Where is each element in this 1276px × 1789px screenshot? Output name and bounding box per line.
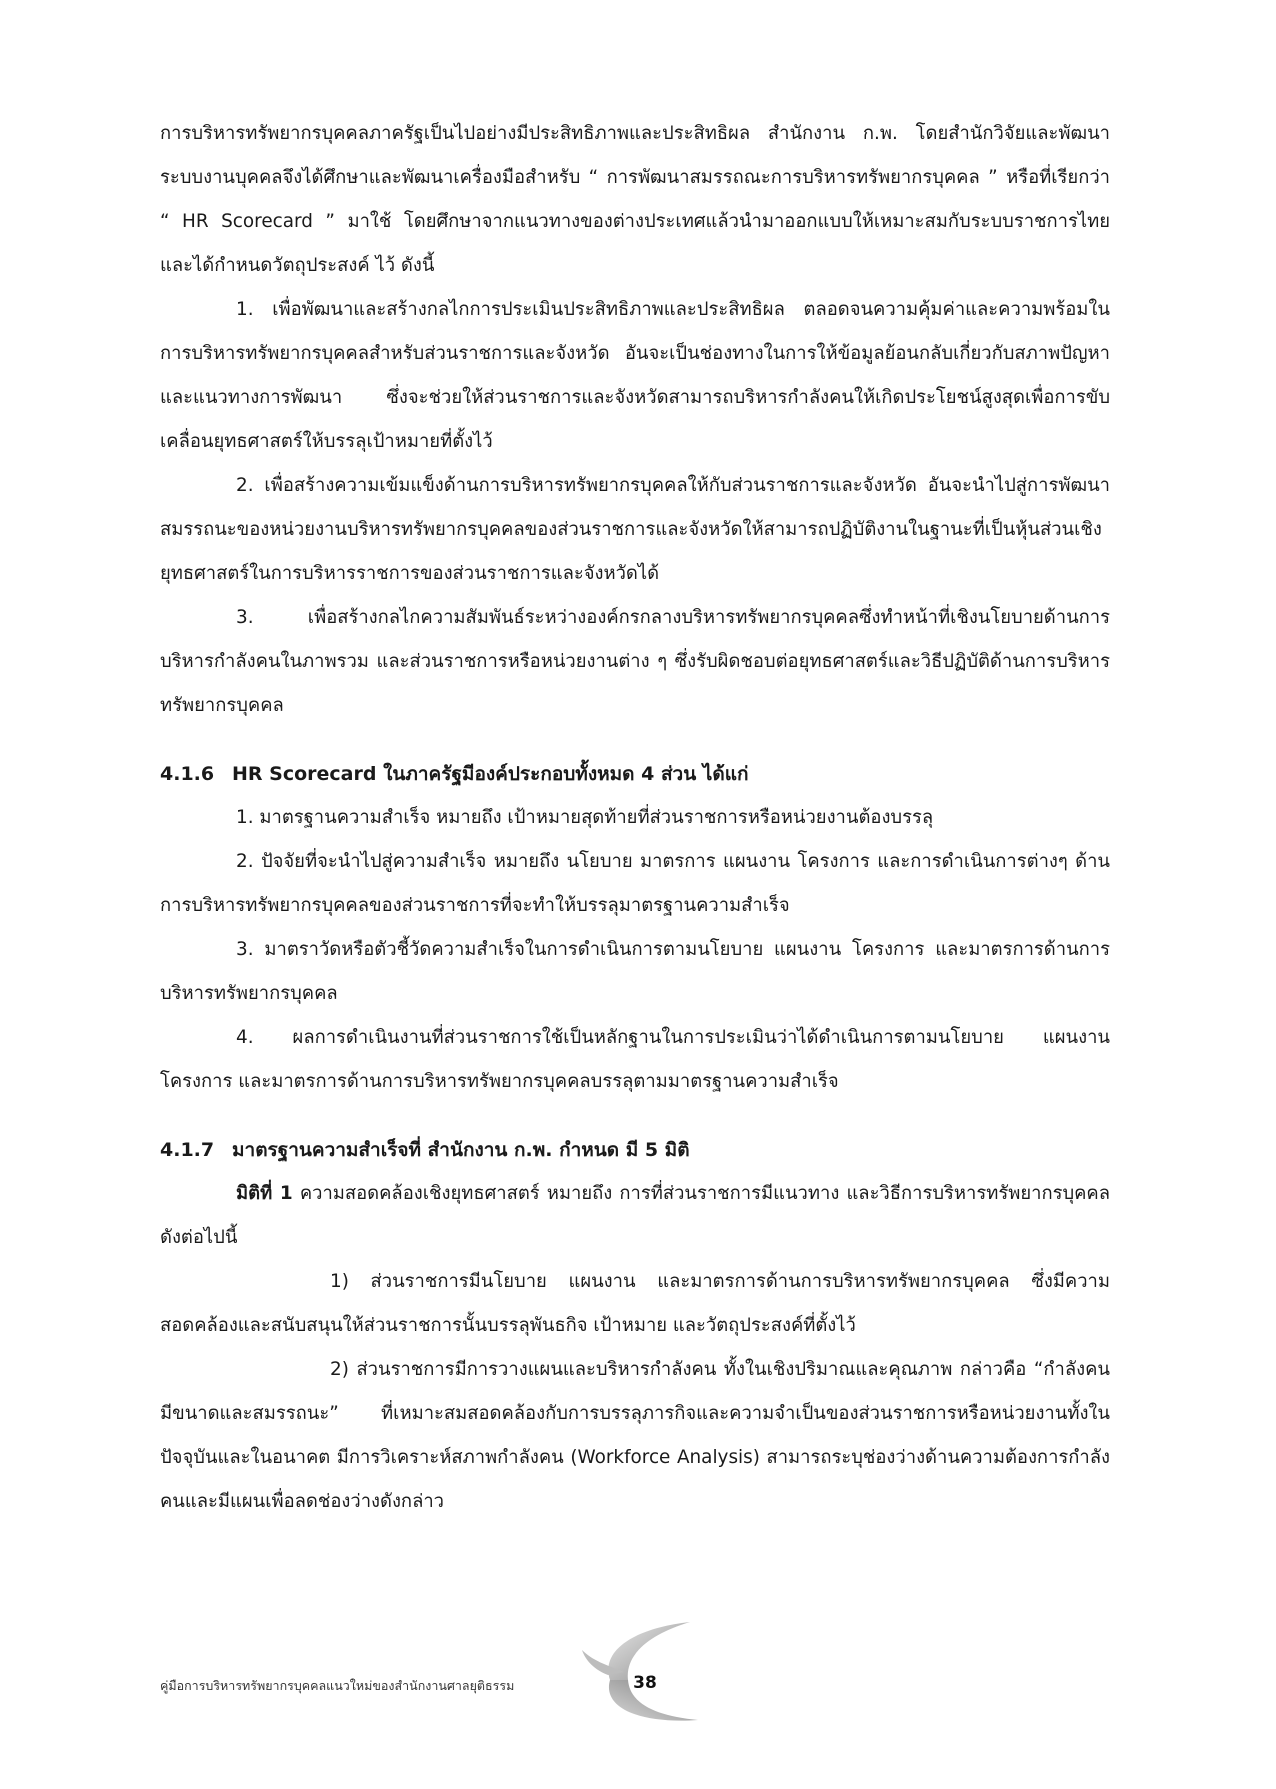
objective-item-1: 1. เพื่อพัฒนาและสร้างกลไกการประเมินประสิทธิภาพและประสิทธิผล ตลอดจนความคุ้มค่าและความพร้อมในการบริหารทรัพยากรบุคคลสำหรับส่วนราชการและจังหวัด อันจะเป็นช่องทางในการให้ข้อมูลย้อนกลับเกี่ยวกับสภาพปัญหาและแนวทางการพัฒนา ซึ่งจะช่วยให้ส่วนราชการและจังหวัดสามารถบริหารกำลังคนให้เกิดประโยชน์สูงสุดเพื่อการขับเคลื่อนยุทธศาสตร์ให้บรรลุเป้าหมายที่ตั้งไว้	[160, 299, 1110, 452]
document-body	[160, 112, 1110, 1524]
component-item-3: 3. มาตราวัดหรือตัวชี้วัดความสำเร็จในการดำเนินการตามนโยบาย แผนงาน โครงการ และมาตรการด้านการบริหารทรัพยากรบุคคล	[160, 939, 1110, 1004]
objective-item-2: 2. เพื่อสร้างความเข้มแข็งด้านการบริหารทรัพยากรบุคคลให้กับส่วนราชการและจังหวัด อันจะนำไปสู่การพัฒนาสมรรถนะของหน่วยงานบริหารทรัพยากรบุคคลของส่วนราชการและจังหวัดให้สามารถปฏิบัติงานในฐานะที่เป็นหุ้นส่วนเชิงยุทธศาสตร์ในการบริหารราชการของส่วนราชการและจังหวัดได้	[160, 475, 1110, 584]
page-footer	[160, 1620, 1110, 1730]
dimension-1-text: ความสอดคล้องเชิงยุทธศาสตร์ หมายถึง การที่ส่วนราชการมีแนวทาง และวิธีการบริหารทรัพยากรบุคคล ดังต่อไปนี้	[160, 1183, 1110, 1248]
component-item-4: 4. ผลการดำเนินงานที่ส่วนราชการใช้เป็นหลักฐานในการประเมินว่าได้ดำเนินการตามนโยบาย แผนงาน โครงการ และมาตรการด้านการบริหารทรัพยากรบุคคลบรรลุตามมาตรฐานความสำเร็จ	[160, 1027, 1110, 1092]
component-item-2: 2. ปัจจัยที่จะนำไปสู่ความสำเร็จ หมายถึง นโยบาย มาตรการ แผนงาน โครงการ และการดำเนินการต่างๆ ด้านการบริหารทรัพยากรบุคคลของส่วนราชการที่จะทำให้บรรลุมาตรฐานความสำเร็จ	[160, 851, 1110, 916]
objective-item-3: 3. เพื่อสร้างกลไกความสัมพันธ์ระหว่างองค์กรกลางบริหารทรัพยากรบุคคลซึ่งทำหน้าที่เชิงนโยบายด้านการบริหารกำลังคนในภาพรวม และส่วนราชการหรือหน่วยงานต่าง ๆ ซึ่งรับผิดชอบต่อยุทธศาสตร์และวิธีปฏิบัติด้านการบริหารทรัพยากรบุคคล	[160, 607, 1110, 716]
intro-paragraph: การบริหารทรัพยากรบุคคลภาครัฐเป็นไปอย่างมีประสิทธิภาพและประสิทธิผล สำนักงาน ก.พ. โดยสำนักวิจัยและพัฒนาระบบงานบุคคลจึงได้ศึกษาและพัฒนาเครื่องมือสำหรับ “ การพัฒนาสมรรถณะการบริหารทรัพยากรบุคคล ” หรือที่เรียกว่า “ HR Scorecard ” มาใช้ โดยศึกษาจากแนวทางของต่างประเทศแล้วนำมาออกแบบให้เหมาะสมกับระบบราชการไทย และได้กำหนดวัตถุประสงค์ ไว้ ดังนี้	[160, 123, 1110, 276]
section-title: HR Scorecard ในภาครัฐมีองค์ประกอบทั้งหมด 4 ส่วน ได้แก่	[232, 763, 749, 785]
dimension-1-paragraph	[160, 1172, 1110, 1260]
section-number: 4.1.6	[160, 763, 215, 785]
dimension-1-label: มิติที่ 1	[236, 1183, 293, 1204]
dimension-1-subitem-2: 2) ส่วนราชการมีการวางแผนและบริหารกำลังคน ทั้งในเชิงปริมาณและคุณภาพ กล่าวคือ “กำลังคนมีขนาดและสมรรถนะ” ที่เหมาะสมสอดคล้องกับการบรรลุภารกิจและความจำเป็นของส่วนราชการหรือหน่วยงานทั้งในปัจจุบันและในอนาคต มีการวิเคราะห์สภาพกำลังคน (Workforce Analysis) สามารถระบุช่องว่างด้านความต้องการกำลังคนและมีแผนเพื่อลดช่องว่างดังกล่าว	[160, 1359, 1110, 1512]
footer-title: คู่มือการบริหารทรัพยากรบุคคลแนวใหม่ของสำนักงานศาลยุติธรรม	[160, 1678, 515, 1693]
section-heading-4-1-6	[160, 752, 1110, 796]
section-title: มาตรฐานความสำเร็จที่ สำนักงาน ก.พ. กำหนด มี 5 มิติ	[232, 1139, 690, 1161]
section-heading-4-1-7	[160, 1128, 1110, 1172]
dimension-1-subitem-1: 1) ส่วนราชการมีนโยบาย แผนงาน และมาตรการด้านการบริหารทรัพยากรบุคคล ซึ่งมีความสอดคล้องและสนับสนุนให้ส่วนราชการนั้นบรรลุพันธกิจ เป้าหมาย และวัตถุประสงค์ที่ตั้งไว้	[160, 1271, 1110, 1336]
page-number: 38	[633, 1673, 657, 1693]
component-item-1: 1. มาตรฐานความสำเร็จ หมายถึง เป้าหมายสุดท้ายที่ส่วนราชการหรือหน่วยงานต้องบรรลุ	[236, 807, 934, 828]
section-number: 4.1.7	[160, 1139, 215, 1161]
